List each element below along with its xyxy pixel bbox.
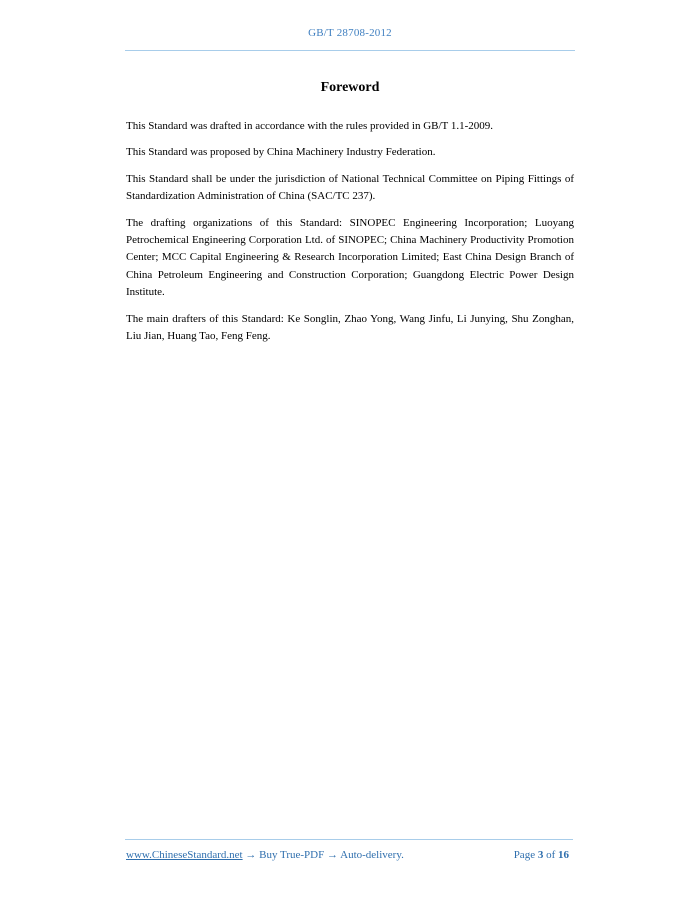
paragraph-proposer: This Standard was proposed by China Machinery Industry Federation. xyxy=(126,146,436,159)
paragraph-main-drafters: The main drafters of this Standard: Ke Songlin, Zhao Yong, Wang Jinfu, Li Junying, Shu Zonghan, Liu Jian, Huang Tao, Feng Feng. xyxy=(126,312,574,343)
footer-left-text xyxy=(126,849,404,861)
site-link[interactable]: www.ChineseStandard.net xyxy=(126,849,243,861)
page-label: Page xyxy=(513,849,536,861)
paragraph-jurisdiction: This Standard shall be under the jurisdiction of National Technical Committee on Piping Fittings of Standardization Administration of China (SAC/TC 237). xyxy=(126,172,574,203)
foreword-body xyxy=(126,118,574,354)
page-current: 3 xyxy=(537,849,544,861)
header-divider xyxy=(125,50,575,51)
arrow-right-icon: → xyxy=(245,849,257,861)
auto-delivery-text: Auto-delivery. xyxy=(340,849,404,861)
arrow-right-icon: → xyxy=(326,849,338,861)
paragraph-drafting-organizations: The drafting organizations of this Standard: SINOPEC Engineering Incorporation; Luoyang Petrochemical Engineering Corporation Ltd. of SINOPEC; China Machinery Productivity Promotion Center; MCC Capital Engineering & Research Incorporation Limited; East China Design Branch of China Petroleum Engineering and Construction Corporation; Guangdong Electric Power Design Institute. xyxy=(126,216,574,299)
footer-divider xyxy=(125,839,573,840)
paragraph-drafting-rules: This Standard was drafted in accordance with the rules provided in GB/T 1.1-2009. xyxy=(126,120,493,132)
page-of-label: of xyxy=(546,849,556,861)
header-standard-code: GB/T 28708-2012 xyxy=(308,27,392,39)
buy-pdf-text: Buy True-PDF xyxy=(259,849,325,861)
page-number xyxy=(514,849,569,861)
page-footer xyxy=(126,849,573,865)
page-title: Foreword xyxy=(320,80,380,95)
page-total: 16 xyxy=(558,849,569,861)
